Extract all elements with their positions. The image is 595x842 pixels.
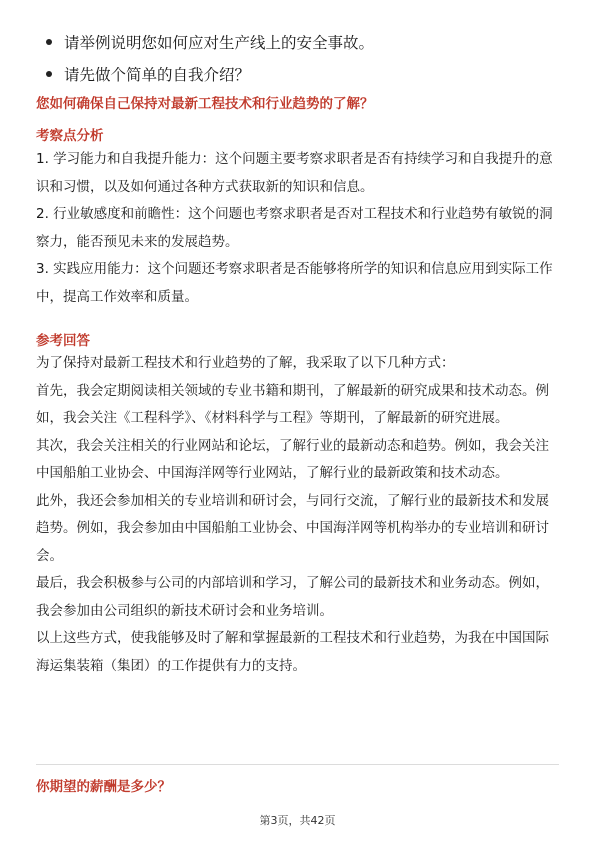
page-number: 第3页，共42页 (259, 814, 336, 827)
question-title: 您如何确保自己保持对最新工程技术和行业趋势的了解？ (36, 96, 374, 112)
bullet-dot-icon (46, 71, 52, 77)
answer-paragraph: 最后，我会积极参与公司的内部培训和学习，了解公司的最新技术和业务动态。例如，我会参加由公司组织的新技术研讨会和业务培训。 (36, 575, 549, 619)
answer-paragraph: 首先，我会定期阅读相关领域的专业书籍和期刊，了解最新的研究成果和技术动态。例如，我会关注《工程科学》、《材料科学与工程》等期刊，了解最新的研究进展。 (36, 382, 549, 426)
answer-paragraph: 其次，我会关注相关的行业网站和论坛，了解行业的最新动态和趋势。例如，我会关注中国船舶工业协会、中国海洋网等行业网站，了解行业的最新政策和技术动态。 (36, 437, 549, 481)
answer-body (36, 350, 556, 680)
answer-paragraph: 此外，我还会参加相关的专业培训和研讨会，与同行交流，了解行业的最新技术和发展趋势。例如，我会参加由中国船舶工业协会、中国海洋网等机构举办的专业培训和研讨会。 (36, 492, 549, 564)
question-bullet-list (46, 26, 566, 90)
next-question-title: 你期望的薪酬是多少？ (36, 779, 171, 795)
bullet-text: 请先做个简单的自我介绍？ (64, 66, 251, 84)
analysis-heading: 考察点分析 (36, 128, 104, 144)
analysis-list (36, 146, 556, 311)
bullet-dot-icon (46, 39, 52, 45)
analysis-item: 1. 学习能力和自我提升能力：这个问题主要考察求职者是否有持续学习和自我提升的意识和习惯，以及如何通过各种方式获取新的知识和信息。 (36, 151, 553, 195)
answer-paragraph: 为了保持对最新工程技术和行业趋势的了解，我采取了以下几种方式： (36, 355, 455, 371)
bullet-item (46, 58, 566, 90)
answer-heading: 参考回答 (36, 333, 90, 349)
answer-paragraph: 以上这些方式，使我能够及时了解和掌握最新的工程技术和行业趋势，为我在中国国际海运集装箱（集团）的工作提供有力的支持。 (36, 630, 549, 674)
bullet-item (46, 26, 566, 58)
analysis-item: 3. 实践应用能力：这个问题还考察求职者是否能够将所学的知识和信息应用到实际工作中，提高工作效率和质量。 (36, 261, 553, 305)
bullet-text: 请举例说明您如何应对生产线上的安全事故。 (64, 34, 375, 52)
analysis-item: 2. 行业敏感度和前瞻性：这个问题也考察求职者是否对工程技术和行业趋势有敏锐的洞察力，能否预见未来的发展趋势。 (36, 206, 553, 250)
section-divider (36, 764, 559, 765)
